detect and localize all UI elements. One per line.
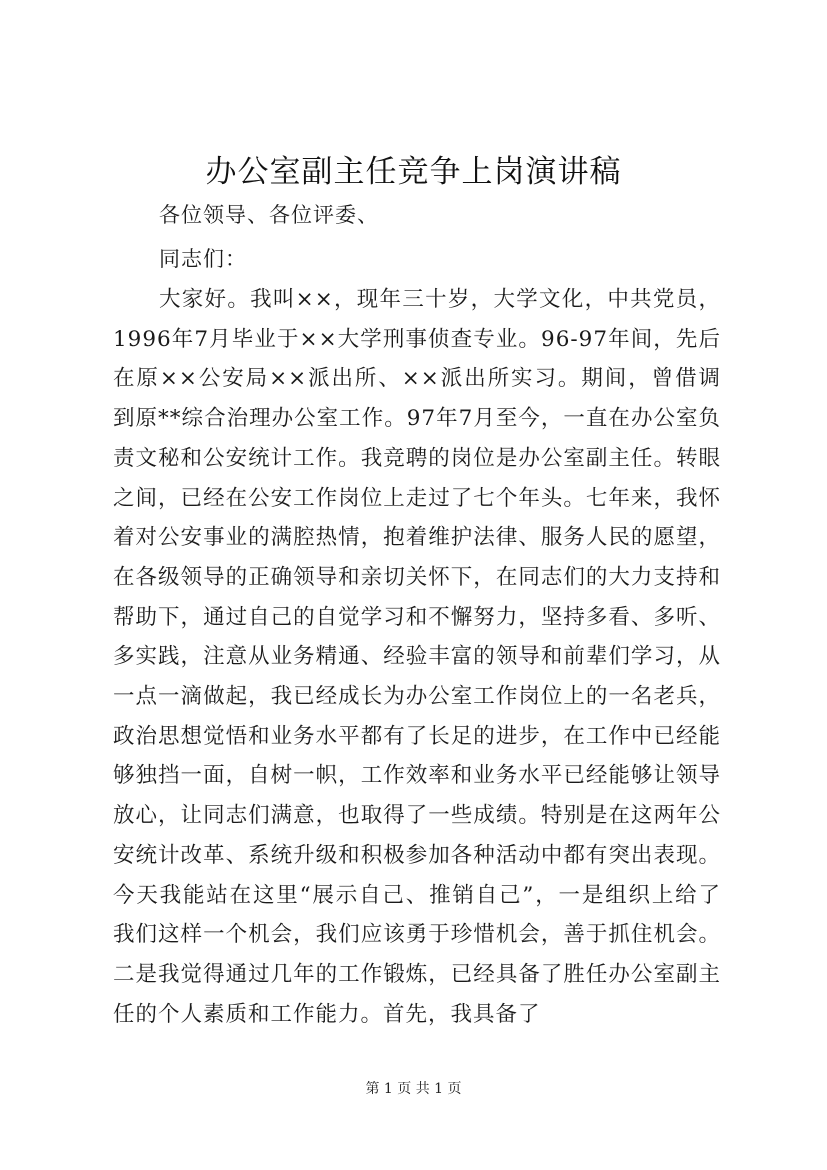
salutation-line-1: 各位领导、各位评委、 <box>159 203 379 227</box>
page-footer: 第 1 页 共 1 页 <box>365 1081 462 1097</box>
salutation-line-2: 同志们： <box>159 247 247 271</box>
document-title: 办公室副主任竞争上岗演讲稿 <box>205 154 622 190</box>
speech-body-paragraph: 大家好。我叫××，现年三十岁，大学文化，中共党员，1996年7月毕业于××大学刑事侦查专业。96-97年间，先后在原××公安局××派出所、××派出所实习。期间，曾借调到原**综合治理办公室工作。97年7月至今，一直在办公室负责文秘和公安统计工作。我竞聘的岗位是办公室副主任。转眼之间，已经在公安工作岗位上走过了七个年头。七年来，我怀着对公安事业的满腔热情，抱着维护法律、服务人民的愿望，在各级领导的正确领导和亲切关怀下，在同志们的大力支持和帮助下，通过自己的自觉学习和不懈努力，坚持多看、多听、多实践，注意从业务精通、经验丰富的领导和前辈们学习，从一点一滴做起，我已经成长为办公室工作岗位上的一名老兵，政治思想觉悟和业务水平都有了长足的进步，在工作中已经能够独挡一面，自树一帜，工作效率和业务水平已经能够让领导放心，让同志们满意，也取得了一些成绩。特别是在这两年公安统计改革、系统升级和积极参加各种活动中都有突出表现。今天我能站在这里“展示自己、推销自己”，一是组织上给了我们这样一个机会，我们应该勇于珍惜机会，善于抓住机会。二是我觉得通过几年的工作锻炼，已经具备了胜任办公室副主任的个人素质和工作能力。首先，我具备了 <box>113 287 721 1027</box>
